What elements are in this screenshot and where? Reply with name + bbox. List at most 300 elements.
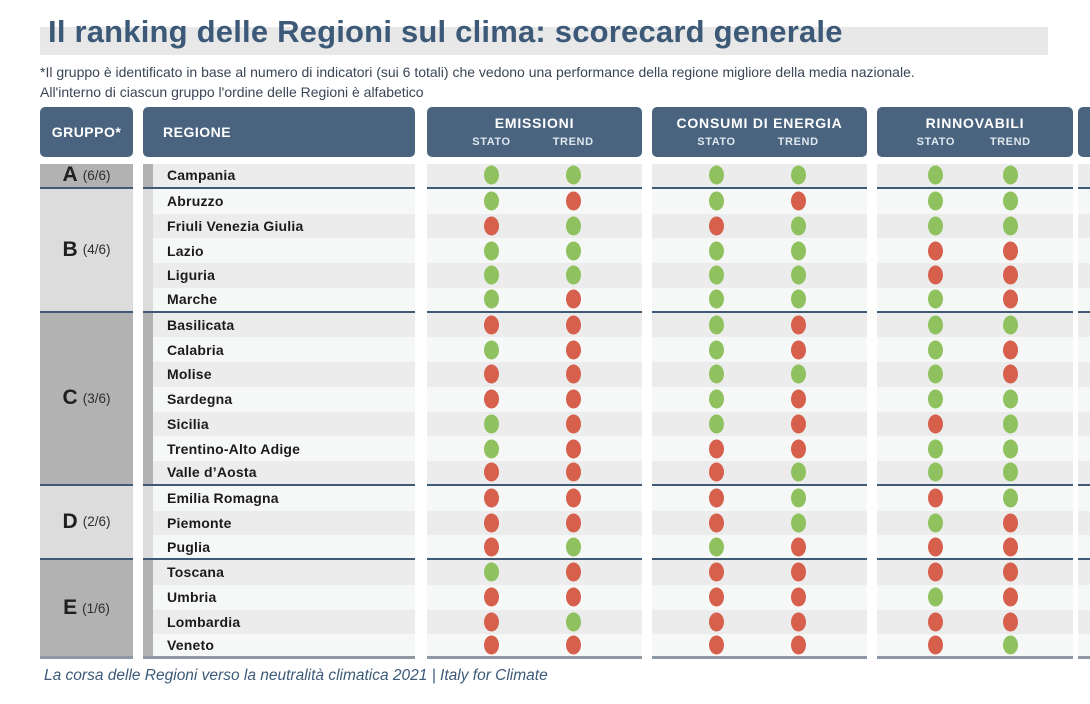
indicator-row [877, 436, 1073, 461]
indicator-row [877, 511, 1073, 536]
indicator-row [877, 164, 1073, 189]
region-row [143, 511, 415, 536]
dot-emissioni-stato-red [484, 390, 499, 409]
clipped-row [1078, 387, 1090, 412]
clipped-row [1078, 164, 1090, 189]
group-color-strip [143, 313, 153, 338]
dot-emissioni-trend-red [566, 463, 581, 482]
dot-emissioni-trend-red [566, 513, 581, 532]
group-letter: C [62, 386, 78, 410]
indicator-row [427, 511, 642, 536]
indicator-row [877, 387, 1073, 412]
region-name: Veneto [167, 637, 215, 654]
column-header-rinnovabili [877, 107, 1073, 157]
dot-rinnovabili-stato-green [928, 290, 943, 309]
dot-consumi-di-energia-trend-red [791, 537, 806, 556]
column-emissioni [427, 107, 642, 659]
group-letter: E [63, 596, 78, 619]
region-name: Abruzzo [167, 193, 224, 210]
dot-emissioni-trend-red [566, 365, 581, 384]
title-block [40, 14, 1050, 58]
dot-emissioni-trend-red [566, 315, 581, 334]
consumi-body [652, 164, 867, 659]
dot-rinnovabili-stato-green [928, 166, 943, 185]
dot-consumi-di-energia-stato-red [709, 563, 724, 582]
dot-rinnovabili-trend-red [1003, 365, 1018, 384]
dot-emissioni-trend-green [566, 266, 581, 285]
dot-rinnovabili-trend-red [1003, 290, 1018, 309]
indicator-row [427, 164, 642, 189]
region-name: Basilicata [167, 316, 235, 333]
indicator-row [427, 362, 642, 387]
indicator-row [652, 238, 867, 263]
region-row [143, 337, 415, 362]
region-name: Calabria [167, 341, 224, 358]
indicator-row [427, 486, 642, 511]
dot-consumi-di-energia-stato-red [709, 489, 724, 508]
region-row [143, 288, 415, 313]
indicator-row [877, 585, 1073, 610]
dot-rinnovabili-stato-red [928, 612, 943, 631]
dot-emissioni-stato-green [484, 290, 499, 309]
dot-rinnovabili-trend-red [1003, 612, 1018, 631]
group-letter: A [62, 163, 78, 187]
dot-consumi-di-energia-trend-green [791, 489, 806, 508]
region-row [143, 189, 415, 214]
dot-consumi-di-energia-trend-green [791, 463, 806, 482]
emissioni-body [427, 164, 642, 659]
group-letter: B [62, 237, 78, 261]
dot-rinnovabili-trend-green [1003, 315, 1018, 334]
dot-rinnovabili-trend-red [1003, 588, 1018, 607]
emissioni-trend-label: TREND [552, 136, 594, 148]
region-name: Emilia Romagna [167, 490, 279, 507]
indicator-row [652, 610, 867, 635]
dot-emissioni-stato-green [484, 266, 499, 285]
region-name: Liguria [167, 267, 216, 284]
indicator-row [652, 214, 867, 239]
footnote-line1: *Il gruppo è identificato in base al numero di indicatori (sui 6 totali) che vedono una performance della regione migliore della media nazionale. [40, 64, 915, 80]
group-letter: D [62, 509, 78, 533]
clipped-row [1078, 412, 1090, 437]
indicator-row [652, 486, 867, 511]
indicator-row [877, 214, 1073, 239]
indicator-row [877, 238, 1073, 263]
footnote-line2: All'interno di ciascun gruppo l'ordine delle Regioni è alfabetico [40, 83, 424, 100]
indicator-row [652, 164, 867, 189]
indicator-row [652, 362, 867, 387]
dot-rinnovabili-trend-red [1003, 241, 1018, 260]
region-row [143, 634, 415, 659]
clipped-row [1078, 486, 1090, 511]
region-name: Campania [167, 167, 236, 184]
dot-emissioni-trend-red [566, 636, 581, 655]
rinnovabili-stato-label: STATO [916, 136, 956, 148]
indicator-row [427, 634, 642, 659]
column-gruppo [40, 107, 133, 659]
dot-emissioni-trend-red [566, 192, 581, 211]
source-caption: La corsa delle Regioni verso la neutralità climatica 2021 | Italy for Climate [44, 667, 548, 684]
group-color-strip [143, 535, 153, 558]
indicator-row [877, 634, 1073, 659]
column-header-consumi [652, 107, 867, 157]
dot-rinnovabili-stato-red [928, 266, 943, 285]
indicator-row [652, 634, 867, 659]
dot-rinnovabili-stato-green [928, 513, 943, 532]
region-name: Friuli Venezia Giulia [167, 217, 304, 234]
region-name: Molise [167, 366, 212, 383]
indicator-row [652, 535, 867, 560]
region-name: Piemonte [167, 514, 232, 531]
dot-emissioni-stato-red [484, 216, 499, 235]
region-row [143, 461, 415, 486]
indicator-row [427, 461, 642, 486]
group-color-strip [143, 436, 153, 461]
indicator-row [877, 461, 1073, 486]
region-name: Lombardia [167, 613, 241, 630]
clipped-row [1078, 511, 1090, 536]
indicator-row [427, 560, 642, 585]
group-count: (1/6) [82, 600, 110, 616]
dot-consumi-di-energia-stato-red [709, 612, 724, 631]
dot-rinnovabili-stato-green [928, 365, 943, 384]
indicator-row [652, 337, 867, 362]
clipped-row [1078, 362, 1090, 387]
dot-emissioni-stato-red [484, 537, 499, 556]
dot-consumi-di-energia-stato-red [709, 463, 724, 482]
indicator-row [427, 288, 642, 313]
group-count: (2/6) [82, 514, 111, 530]
indicator-row [652, 511, 867, 536]
group-color-strip [143, 288, 153, 311]
group-color-strip [143, 634, 153, 656]
dot-rinnovabili-trend-red [1003, 563, 1018, 582]
dot-rinnovabili-stato-red [928, 241, 943, 260]
clipped-row [1078, 436, 1090, 461]
dot-consumi-di-energia-trend-green [791, 513, 806, 532]
dot-consumi-di-energia-trend-red [791, 315, 806, 334]
indicator-row [877, 263, 1073, 288]
dot-rinnovabili-trend-green [1003, 439, 1018, 458]
dot-consumi-di-energia-stato-green [709, 390, 724, 409]
dot-emissioni-stato-green [484, 166, 499, 185]
indicator-row [877, 412, 1073, 437]
dot-emissioni-stato-red [484, 612, 499, 631]
page-title: Il ranking delle Regioni sul clima: scorecard generale [48, 14, 843, 49]
indicator-row [427, 263, 642, 288]
dot-emissioni-stato-red [484, 489, 499, 508]
group-color-strip [143, 263, 153, 288]
column-regione [143, 107, 415, 659]
dot-consumi-di-energia-stato-green [709, 537, 724, 556]
dot-consumi-di-energia-stato-green [709, 315, 724, 334]
dot-consumi-di-energia-trend-red [791, 439, 806, 458]
group-color-strip [143, 412, 153, 437]
consumi-stato-label: STATO [697, 136, 736, 148]
region-row [143, 164, 415, 189]
indicator-row [652, 560, 867, 585]
indicator-row [877, 288, 1073, 313]
region-row [143, 313, 415, 338]
indicator-row [427, 337, 642, 362]
dot-consumi-di-energia-trend-red [791, 563, 806, 582]
group-color-strip [143, 560, 153, 585]
indicator-row [427, 585, 642, 610]
group-color-strip [143, 214, 153, 239]
dot-consumi-di-energia-trend-red [791, 588, 806, 607]
clipped-row [1078, 238, 1090, 263]
dot-consumi-di-energia-stato-green [709, 166, 724, 185]
dot-rinnovabili-stato-green [928, 315, 943, 334]
clipped-row [1078, 288, 1090, 313]
dot-rinnovabili-trend-green [1003, 166, 1018, 185]
indicator-row [877, 313, 1073, 338]
column-rinnovabili [877, 107, 1073, 659]
indicator-row [877, 337, 1073, 362]
region-row [143, 214, 415, 239]
dot-rinnovabili-trend-red [1003, 513, 1018, 532]
indicator-row [877, 486, 1073, 511]
dot-emissioni-trend-green [566, 537, 581, 556]
dot-consumi-di-energia-trend-red [791, 636, 806, 655]
group-color-strip [143, 337, 153, 362]
dot-consumi-di-energia-stato-green [709, 340, 724, 359]
dot-rinnovabili-stato-green [928, 588, 943, 607]
rinnovabili-trend-label: TREND [989, 136, 1031, 148]
dot-emissioni-trend-red [566, 290, 581, 309]
dot-rinnovabili-stato-green [928, 390, 943, 409]
indicator-row [652, 263, 867, 288]
clipped-next-column [1078, 107, 1090, 659]
dot-consumi-di-energia-trend-green [791, 216, 806, 235]
indicator-row [652, 189, 867, 214]
region-row [143, 263, 415, 288]
dot-consumi-di-energia-trend-red [791, 192, 806, 211]
regione-body [143, 164, 415, 659]
region-row [143, 238, 415, 263]
region-name: Sicilia [167, 415, 209, 432]
dot-rinnovabili-stato-green [928, 216, 943, 235]
dot-emissioni-trend-red [566, 588, 581, 607]
indicator-row [877, 189, 1073, 214]
indicator-row [652, 412, 867, 437]
indicator-row [652, 288, 867, 313]
group-color-strip [143, 164, 153, 187]
clipped-row [1078, 461, 1090, 486]
group-cell-D [40, 486, 133, 560]
indicator-row [427, 387, 642, 412]
region-row [143, 535, 415, 560]
dot-consumi-di-energia-trend-green [791, 290, 806, 309]
indicator-row [427, 238, 642, 263]
clipped-row [1078, 634, 1090, 659]
dot-consumi-di-energia-stato-green [709, 192, 724, 211]
region-name: Marche [167, 291, 218, 308]
dot-rinnovabili-trend-red [1003, 537, 1018, 556]
dot-consumi-di-energia-stato-red [709, 588, 724, 607]
dot-consumi-di-energia-trend-red [791, 340, 806, 359]
region-name: Umbria [167, 589, 217, 606]
dot-rinnovabili-stato-red [928, 414, 943, 433]
dot-rinnovabili-stato-red [928, 563, 943, 582]
dot-rinnovabili-stato-green [928, 192, 943, 211]
indicator-row [877, 362, 1073, 387]
dot-emissioni-stato-red [484, 365, 499, 384]
clipped-row [1078, 560, 1090, 585]
dot-consumi-di-energia-stato-green [709, 266, 724, 285]
dot-consumi-di-energia-stato-green [709, 414, 724, 433]
clipped-row [1078, 610, 1090, 635]
indicator-row [427, 535, 642, 560]
column-consumi-di-energia [652, 107, 867, 659]
column-header-emissioni [427, 107, 642, 157]
scorecard-table [40, 107, 1090, 659]
group-cell-B [40, 189, 133, 313]
dot-emissioni-trend-red [566, 489, 581, 508]
dot-rinnovabili-trend-red [1003, 340, 1018, 359]
dot-consumi-di-energia-trend-green [791, 166, 806, 185]
dot-rinnovabili-stato-red [928, 489, 943, 508]
dot-consumi-di-energia-stato-green [709, 241, 724, 260]
group-count: (6/6) [82, 167, 111, 183]
rinnovabili-label: RINNOVABILI [925, 115, 1025, 131]
group-color-strip [143, 585, 153, 610]
group-cell-E [40, 560, 133, 659]
indicator-row [652, 436, 867, 461]
dot-consumi-di-energia-stato-red [709, 439, 724, 458]
dot-emissioni-trend-red [566, 414, 581, 433]
dot-consumi-di-energia-trend-red [791, 390, 806, 409]
dot-rinnovabili-trend-green [1003, 636, 1018, 655]
dot-rinnovabili-stato-green [928, 439, 943, 458]
column-header-regione: REGIONE [143, 107, 415, 157]
dot-consumi-di-energia-trend-green [791, 365, 806, 384]
region-row [143, 560, 415, 585]
region-name: Sardegna [167, 391, 233, 408]
group-color-strip [143, 461, 153, 484]
dot-rinnovabili-trend-green [1003, 463, 1018, 482]
dot-consumi-di-energia-stato-red [709, 513, 724, 532]
indicator-row [877, 610, 1073, 635]
dot-emissioni-stato-green [484, 192, 499, 211]
dot-consumi-di-energia-trend-red [791, 414, 806, 433]
dot-rinnovabili-trend-red [1003, 266, 1018, 285]
region-row [143, 362, 415, 387]
dot-rinnovabili-stato-red [928, 537, 943, 556]
clipped-row [1078, 313, 1090, 338]
clipped-row [1078, 214, 1090, 239]
consumi-trend-label: TREND [777, 136, 819, 148]
dot-emissioni-trend-green [566, 166, 581, 185]
indicator-row [652, 313, 867, 338]
group-color-strip [143, 189, 153, 214]
clipped-row [1078, 263, 1090, 288]
dot-emissioni-trend-green [566, 216, 581, 235]
consumi-label: CONSUMI DI ENERGIA [676, 115, 843, 131]
dot-emissioni-trend-red [566, 340, 581, 359]
group-count: (3/6) [82, 390, 111, 406]
group-color-strip [143, 362, 153, 387]
rinnovabili-body [877, 164, 1073, 659]
dot-consumi-di-energia-trend-green [791, 241, 806, 260]
dot-emissioni-trend-green [566, 612, 581, 631]
dot-emissioni-trend-red [566, 563, 581, 582]
gruppo-body [40, 164, 133, 659]
dot-emissioni-stato-green [484, 340, 499, 359]
dot-rinnovabili-trend-green [1003, 390, 1018, 409]
group-cell-C [40, 313, 133, 486]
indicator-row [427, 412, 642, 437]
dot-rinnovabili-trend-green [1003, 216, 1018, 235]
dot-emissioni-stato-red [484, 513, 499, 532]
region-row [143, 585, 415, 610]
indicator-row [652, 585, 867, 610]
dot-emissioni-stato-red [484, 588, 499, 607]
group-color-strip [143, 511, 153, 536]
dot-rinnovabili-trend-green [1003, 414, 1018, 433]
dot-emissioni-trend-red [566, 439, 581, 458]
region-row [143, 387, 415, 412]
dot-consumi-di-energia-stato-red [709, 636, 724, 655]
region-name: Lazio [167, 242, 204, 259]
group-color-strip [143, 610, 153, 635]
indicator-row [427, 214, 642, 239]
dot-consumi-di-energia-stato-green [709, 290, 724, 309]
group-color-strip [143, 238, 153, 263]
dot-consumi-di-energia-trend-red [791, 612, 806, 631]
region-row [143, 486, 415, 511]
emissioni-label: EMISSIONI [494, 115, 575, 131]
indicator-row [877, 535, 1073, 560]
clipped-row [1078, 337, 1090, 362]
clipped-column-body [1078, 164, 1090, 659]
dot-rinnovabili-stato-green [928, 463, 943, 482]
clipped-row [1078, 535, 1090, 560]
dot-emissioni-stato-green [484, 414, 499, 433]
dot-emissioni-stato-green [484, 439, 499, 458]
clipped-row [1078, 189, 1090, 214]
group-color-strip [143, 486, 153, 511]
group-color-strip [143, 387, 153, 412]
emissioni-stato-label: STATO [472, 136, 511, 148]
dot-emissioni-trend-green [566, 241, 581, 260]
indicator-row [427, 313, 642, 338]
dot-consumi-di-energia-stato-red [709, 216, 724, 235]
indicator-row [877, 560, 1073, 585]
indicator-row [427, 610, 642, 635]
group-cell-A [40, 164, 133, 189]
dot-emissioni-stato-red [484, 315, 499, 334]
dot-emissioni-stato-green [484, 241, 499, 260]
indicator-row [427, 436, 642, 461]
region-name: Toscana [167, 564, 225, 581]
dot-rinnovabili-trend-green [1003, 192, 1018, 211]
dot-rinnovabili-stato-green [928, 340, 943, 359]
dot-emissioni-stato-red [484, 463, 499, 482]
clipped-row [1078, 585, 1090, 610]
dot-emissioni-trend-red [566, 390, 581, 409]
dot-emissioni-stato-green [484, 563, 499, 582]
clipped-next-column-header [1078, 107, 1090, 157]
group-count: (4/6) [82, 242, 111, 258]
dot-rinnovabili-stato-red [928, 636, 943, 655]
indicator-row [652, 461, 867, 486]
column-header-gruppo: GRUPPO* [40, 107, 133, 157]
region-row [143, 610, 415, 635]
dot-consumi-di-energia-trend-green [791, 266, 806, 285]
dot-consumi-di-energia-stato-green [709, 365, 724, 384]
footnote [40, 63, 1060, 103]
